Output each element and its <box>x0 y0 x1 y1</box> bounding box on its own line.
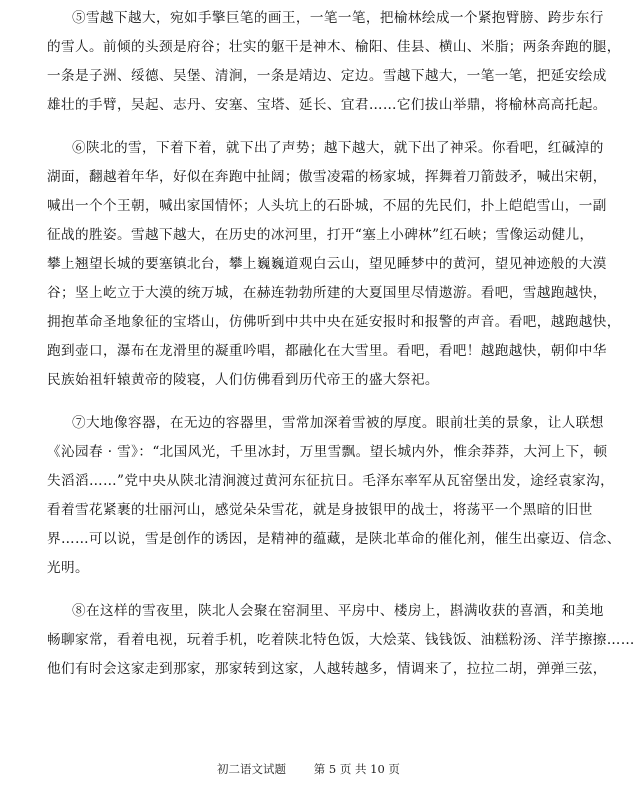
text-line: ⑦大地像容器，在无边的容器里，雪常加深着雪被的厚度。眼前壮美的景象，让人联想 <box>72 415 604 431</box>
text-line: ⑧在这样的雪夜里，陕北人会聚在窑洞里、平房中、楼房上，斟满收获的喜酒，和美地 <box>72 603 604 619</box>
text-line: 谷；坚上屹立于大漠的统万城，在赫连勃勃所建的大夏国里尽情遨游。看吧，雪越跑越快， <box>47 285 607 301</box>
text-line: ⑤雪越下越大，宛如手擎巨笔的画王，一笔一笔，把榆林绘成一个紧抱臂膀、跨步东行 <box>72 10 604 26</box>
text-line: 失滔滔……”党中央从陕北清涧渡过黄河东征抗日。毛泽东率军从瓦窑堡出发，途经袁家沟， <box>47 473 615 489</box>
text-line: 喊出一个个王朝，喊出家国情怀；人头坑上的石卧城，不屈的先民们，扑上皑皑雪山，一副 <box>47 198 607 214</box>
text-line: 的雪人。前倾的头颈是府谷；壮实的躯干是神木、榆阳、佳县、横山、米脂；两条奔跑的腿， <box>47 39 621 55</box>
text-line: 看着雪花紧裹的壮丽河山，感觉朵朵雪花，就是身披银甲的战士，将荡平一个黑暗的旧世 <box>47 502 593 518</box>
text-line: 跑到壶口，瀑布在龙滑里的凝重吟唱，都融化在大雪里。看吧，看吧！越跑越快，朝仰中华 <box>47 343 607 359</box>
text-line: 一条是子洲、绥德、吴堡、清涧，一条是靖边、定边。雪越下越大，一笔一笔，把延安绘成 <box>47 68 607 84</box>
text-line: ⑥陕北的雪，下着下着，就下出了声势；越下越大，就下出了神采。你看吧，红碱淖的 <box>72 140 604 156</box>
text-line: 光明。 <box>47 560 89 576</box>
text-line: 拥抱革命圣地象征的宝塔山，仿佛听到中共中央在延安报时和报警的声音。看吧，越跑越快， <box>47 314 621 330</box>
text-line: 湖面，翻越着年华，好似在奔跑中扯阔；傲雪凌霜的杨家城，挥舞着刀箭鼓矛，喊出宋朝， <box>47 169 607 185</box>
text-line: 畅聊家常，看着电视，玩着手机，吃着陕北特色饭，大烩菜、钱钱饭、油糕粉汤、洋芋擦擦…… <box>47 632 635 648</box>
text-line: 界……可以说，雪是创作的诱因，是精神的蕴藏，是陕北革命的催化剂，催生出豪迈、信念、 <box>47 531 621 547</box>
text-line: 他们有时会这家走到那家，那家转到这家，人越转越多，情调来了，拉拉二胡，弹弹三弦， <box>47 661 607 677</box>
text-line: 民族始祖轩辕黄帝的陵寝，人们仿佛看到历代帝王的盛大祭祀。 <box>47 372 439 388</box>
page-footer <box>0 760 617 778</box>
text-line: 征战的胜姿。雪越下越大，在历史的冰河里，打开“塞上小碑林”红石峡；雪像运动健儿， <box>47 227 594 243</box>
footer-subject: 初二语文试题 <box>217 762 287 776</box>
text-line: 攀上翘望长城的要塞镇北台，攀上巍巍道观白云山，望见睡梦中的黄河，望见神迹般的大漠 <box>47 256 607 272</box>
text-line: 雄壮的手臂，吴起、志丹、安塞、宝塔、延长、宜君……它们拔山举鼎，将榆林高高托起。 <box>47 97 607 113</box>
footer-page-number: 第 5 页 共 10 页 <box>313 762 400 776</box>
text-line: 《沁园春 · 雪》：“北国风光，千里冰封，万里雪飘。望长城内外，惟余莽莽，大河上下，顿 <box>47 444 608 460</box>
